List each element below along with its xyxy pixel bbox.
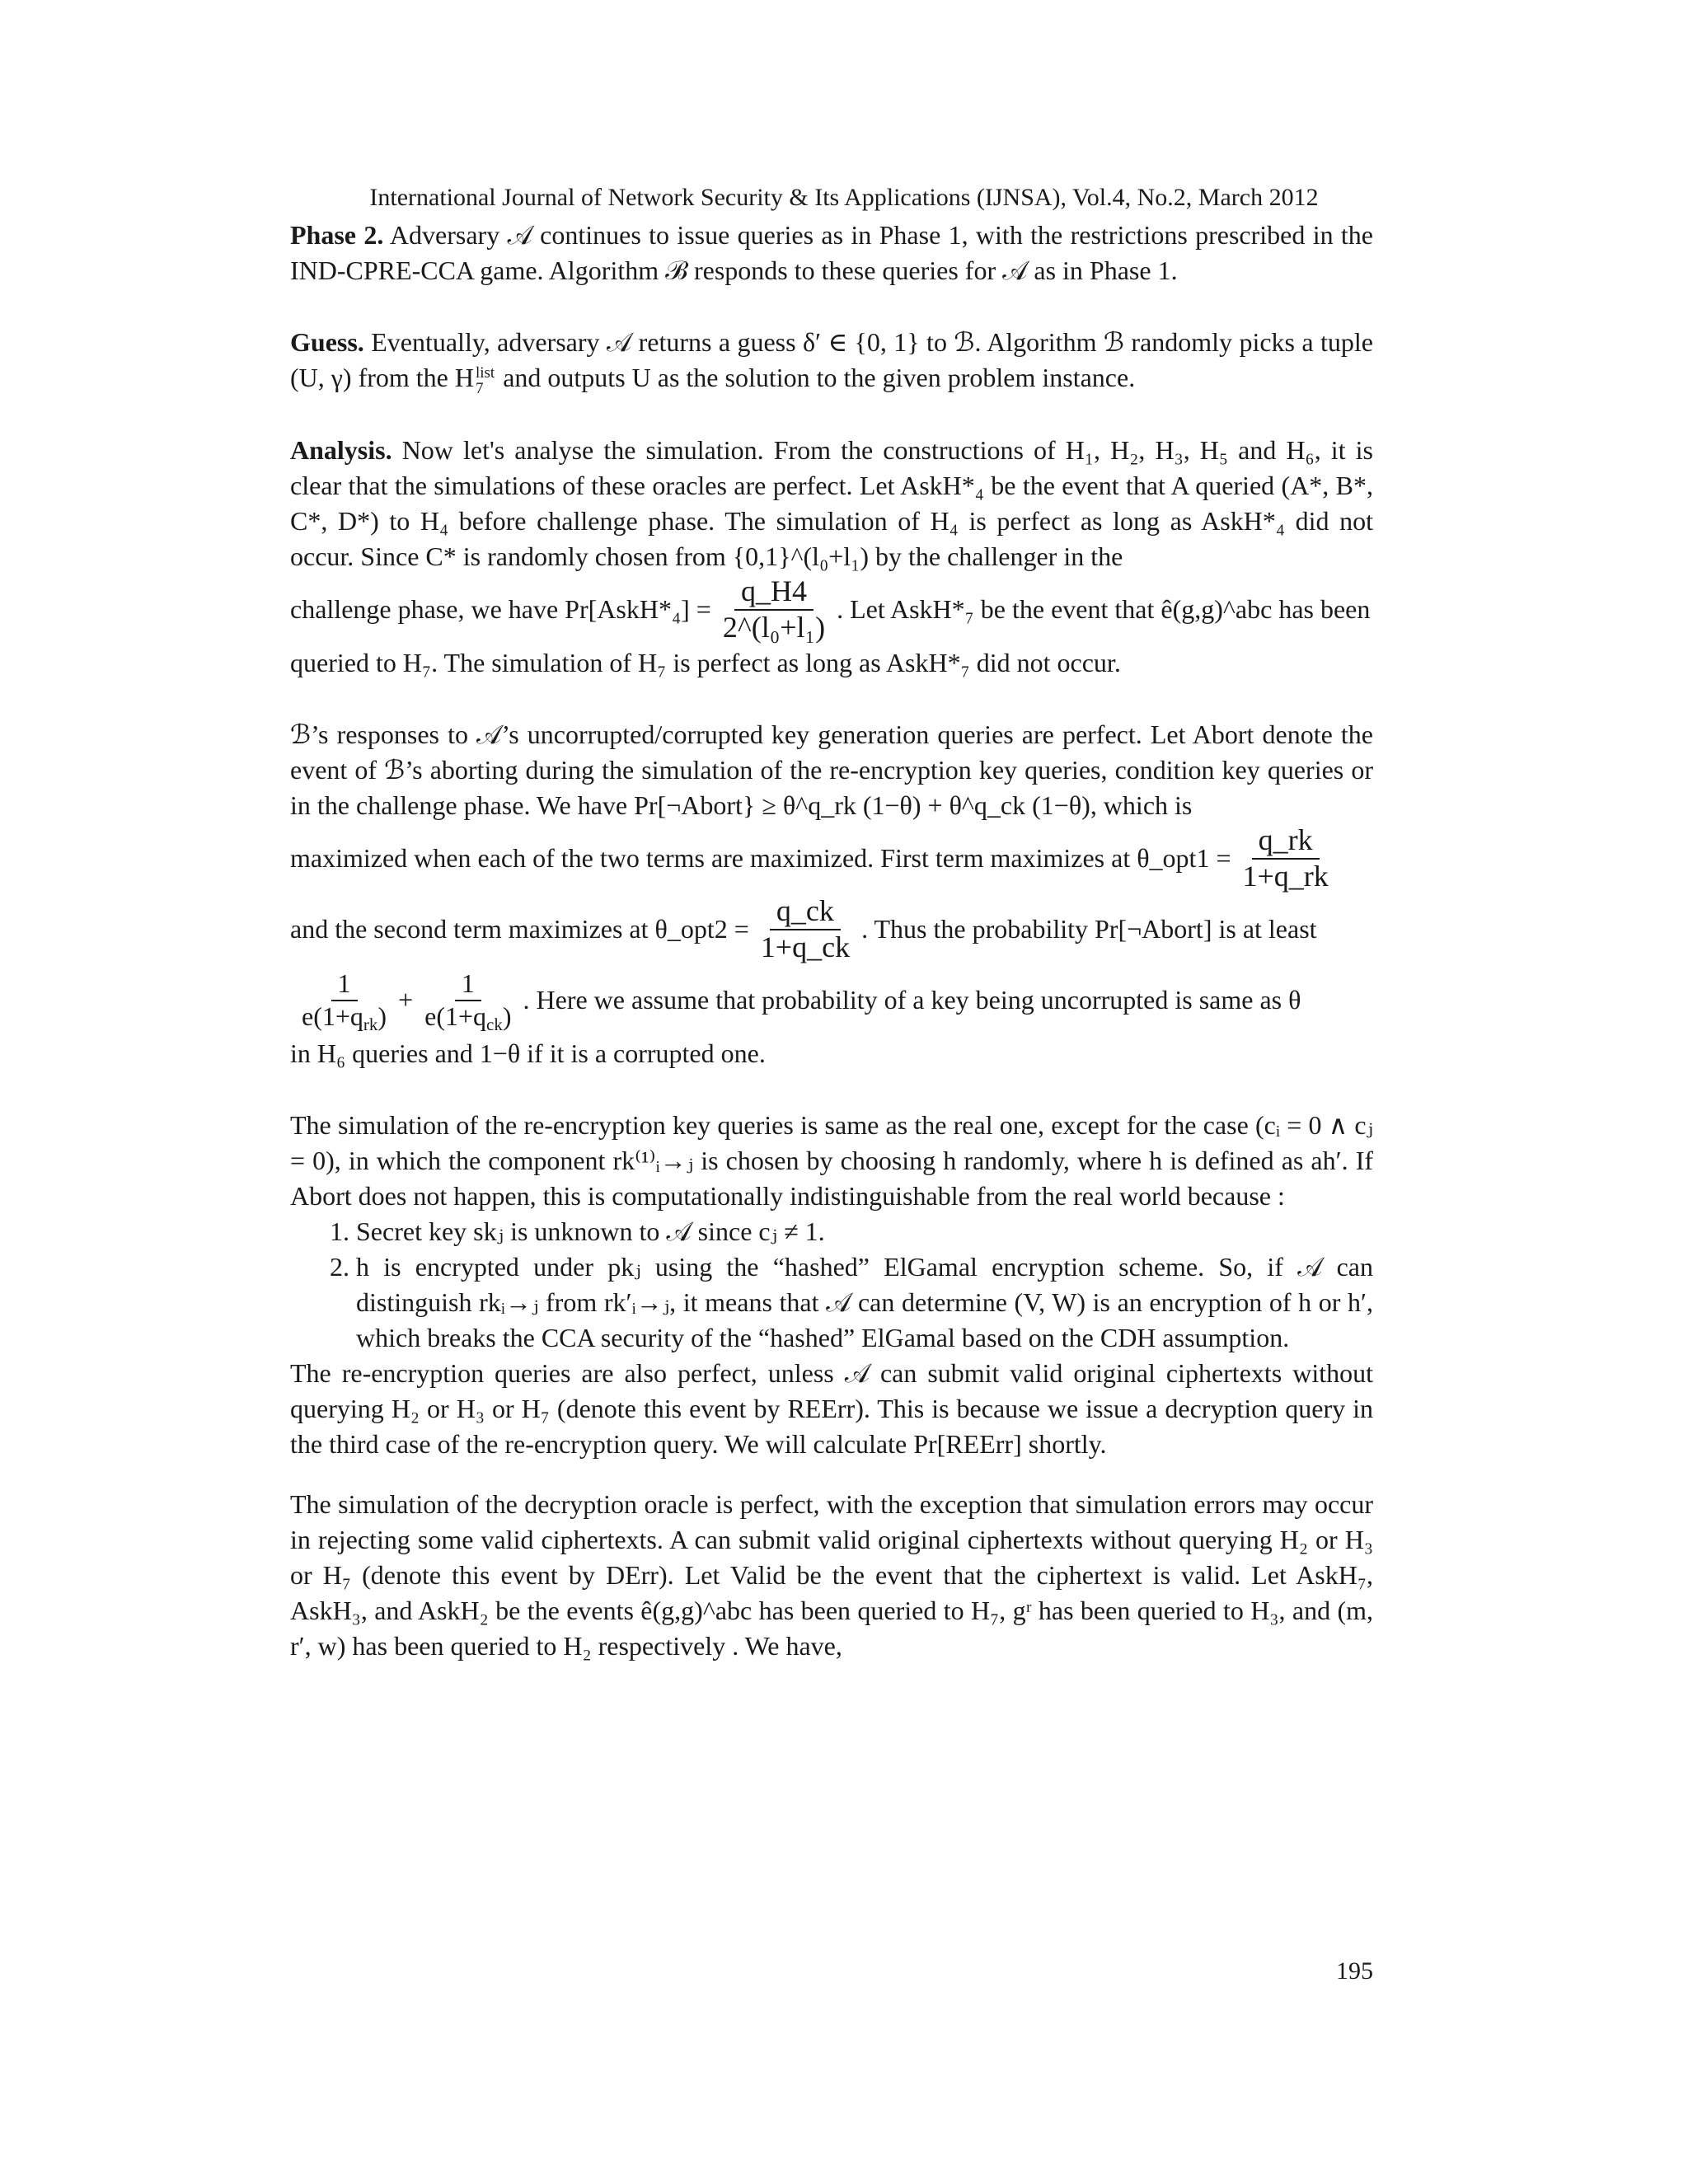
eq1-fraction: $\frac{q\_H4}{\text{2\textasciicircum{}(l₀+l₁)}}$ (722, 574, 826, 644)
abort-paragraph: ℬ’s responses to 𝒜’s uncorrupted/corrupted key generation queries are perfect. Let Abort denote the event of ℬ’s aborting during the simulation of the re-encryption key queries, condition key queries or in the challenge phase. We have Pr[¬Abort} ≥ θ^q_rk (1−θ) + θ^q_ck (1−θ), which is (290, 719, 1373, 820)
eq2-pre: maximized when each of the two terms are maximized. First term maximizes at θ_opt1 = (290, 843, 1231, 874)
eq1-post: . Let AskH*₇ be the event that ê(g,g)^abc has been (837, 594, 1371, 625)
page-body (290, 218, 1373, 1664)
guess-text-1: Eventually, adversary 𝒜 returns a guess δ′ ∈ {0, 1} to ℬ. Algorithm ℬ randomly picks a tuple (U, γ) from the (290, 327, 1373, 392)
reenc-key-paragraph: The simulation of the re-encryption key queries is same as the real one, except for the case (cᵢ = 0 ∧ cⱼ = 0), in which the component rk⁽¹⁾ᵢ→ⱼ is chosen by choosing h randomly, where h is defined as ah′. If Abort does not happen, this is computationally indistinguishable from the real world because : (290, 1109, 1373, 1211)
decryption-paragraph: The simulation of the decryption oracle is perfect, with the exception that simulation errors may occur in rejecting some valid ciphertexts. A can submit valid original ciphertexts without querying H₂ or H₃ or H₇ (denote this event by DErr). Let Valid be the event that the ciphertext is valid. Let AskH₇, AskH₃, and AskH₂ be the events ê(g,g)^abc has been queried to H₇, gʳ has been queried to H₃, and (m, r′, w) has been queried to H₂ respectively . We have, (290, 1488, 1373, 1661)
reenc-key-list (290, 1214, 1373, 1356)
eq-theta-opt2 (290, 894, 1373, 965)
eq-ask-h4 (290, 574, 1373, 645)
list-item: 1. Secret key skⱼ is unknown to 𝒜 since cⱼ ≠ 1. (356, 1214, 1373, 1249)
abort-line-after: in H₆ queries and 1−θ if it is a corrupted one. (290, 1038, 766, 1068)
h7-list-symbol: H list 7 (454, 363, 495, 397)
eq2-fraction: $\frac{q\_rk}{1+q\_rk}$ (1242, 823, 1329, 893)
phase2-text: Adversary 𝒜 continues to issue queries as in Phase 1, with the restrictions prescribed in the IND-CPRE-CCA game. Algorithm ℬ responds to these queries for 𝒜 as in Phase 1. (290, 220, 1374, 285)
analysis-line-2: queried to H₇. The simulation of H₇ is perfect as long as AskH*₇ did not occur. (290, 647, 1121, 677)
list-item: 2. h is encrypted under pkⱼ using the “hashed” ElGamal encryption scheme. So, if 𝒜 can distinguish rkᵢ→ⱼ from rk′ᵢ→ⱼ, it means that 𝒜 can determine (V, W) is an encryption of h or h′, which breaks the CCA security of the “hashed” ElGamal based on the CDH assumption. (356, 1249, 1373, 1356)
eq4-fraction-1: $\frac{1}{e(1+q_{rk})}$ (302, 968, 387, 1034)
guess-heading: Guess. (290, 327, 364, 357)
eq-theta-opt1 (290, 823, 1373, 894)
running-header: International Journal of Network Security & Its Applications (IJNSA), Vol.4, No.2, March 2012 (369, 184, 1319, 211)
analysis-line-1: Now let's analyse the simulation. From the constructions of H₁, H₂, H₃, H₅ and H₆, it is clear that the simulations of these oracles are perfect. Let AskH*₄ be the event that A queried (A*, B*, C*, D*) to H₄ before challenge phase. The simulation of H₄ is perfect as long as AskH*₄ did not occur. Since C* is randomly chosen from {0,1}^(l₀+l₁) by the challenger in the (290, 434, 1374, 571)
eq3-fraction: $\frac{q\_ck}{1+q\_ck}$ (760, 893, 851, 963)
reenc-queries-paragraph: The re-encryption queries are also perfect, unless 𝒜 can submit valid original ciphertexts without querying H₂ or H₃ or H₇ (denote this event by REErr). This is because we issue a decryption query in the third case of the re-encryption query. We will calculate Pr[REErr] shortly. (290, 1357, 1373, 1459)
phase2-paragraph (290, 218, 1373, 288)
eq4-fraction-2: $\frac{1}{e(1+q_{ck})}$ (424, 968, 512, 1034)
phase2-heading: Phase 2. (290, 220, 384, 250)
eq1-pre: challenge phase, we have Pr[AskH*₄] = (290, 594, 711, 625)
eq3-post: . Thus the probability Pr[¬Abort] is at least (861, 914, 1317, 944)
guess-paragraph (290, 325, 1373, 396)
eq3-pre: and the second term maximizes at θ_opt2 = (290, 914, 749, 944)
analysis-paragraph (290, 433, 1373, 574)
analysis-heading: Analysis. (290, 434, 392, 465)
eq4-post: . Here we assume that probability of a key being uncorrupted is same as θ (523, 985, 1301, 1015)
guess-text-2: and outputs U as the solution to the given problem instance. (503, 363, 1136, 392)
eq-abort-bound: $\frac{1}{e(1+q_{rk})}$ + $\frac{1}{e(1+q_{ck})}$ . Here we assume that probability of a key being uncorrupted is same as θ (290, 965, 1373, 1036)
page-number: 195 (1336, 1957, 1373, 1985)
